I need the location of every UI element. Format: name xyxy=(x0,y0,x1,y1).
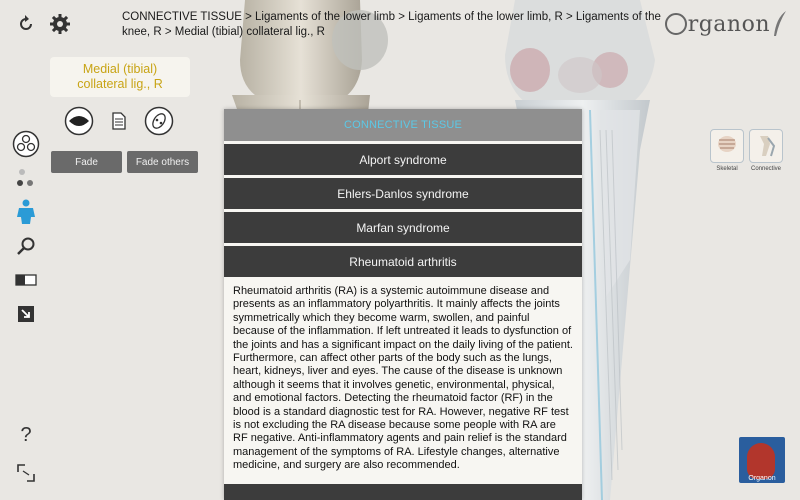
left-sidebar xyxy=(12,130,40,334)
export-icon xyxy=(16,304,36,324)
panel-footer-button[interactable] xyxy=(224,484,582,500)
structure-name-line1: Medial (tibial) xyxy=(82,62,158,76)
toggle-icon xyxy=(15,273,37,287)
help-button[interactable]: ? xyxy=(20,423,32,446)
export-button[interactable] xyxy=(12,300,40,328)
selected-structure-label[interactable] xyxy=(50,57,190,97)
bacteria-icon xyxy=(144,106,174,136)
fade-button[interactable]: Fade xyxy=(51,151,122,173)
body-view-button[interactable] xyxy=(12,198,40,226)
reset-icon[interactable] xyxy=(14,12,38,36)
view-structure-button[interactable] xyxy=(64,106,94,136)
disease-description: Rheumatoid arthritis (RA) is a systemic autoimmune disease and presents as an inflammatory polyarthritis. It mainly affects the joints symmetrically which they become warm, swollen, and painful because of the inflammation. If left untreated it leads to dysfunction of the joints and has a significant impact on the daily living of the patient. Furthermore, can affect other parts of the body such as the lungs, heart, kidneys, liver and eyes. The cause of the disease is unknown although it seems that it involves genetic, environmental, physical, and emotional factors. Detecting the rheumatoid factor (RF) in the blood is a standard diagnostic test for RA. However, negative RF test is not excluding the RA disease because some people with RA are RF negative. Anti-inflammatory agents and pain relief is the standard management of the symptoms of RA. Lifestyle changes, alternative medicine, and surgery are also recommended. xyxy=(233,285,573,472)
thumbnail-caption: Connective xyxy=(750,166,782,172)
panel-header: CONNECTIVE TISSUE xyxy=(224,109,582,141)
gear-icon[interactable] xyxy=(48,12,72,36)
knee-icon xyxy=(749,129,783,163)
fade-controls xyxy=(51,151,198,173)
logo-text: rganon xyxy=(687,11,770,37)
breadcrumb[interactable]: CONNECTIVE TISSUE > Ligaments of the lower limb > Ligaments of the lower limb, R > Ligaments of the knee, R > Medial (tibial) collateral lig., R xyxy=(122,11,661,38)
bottom-left-controls xyxy=(14,410,38,486)
disease-item-marfan[interactable]: Marfan syndrome xyxy=(224,212,582,243)
info-document-button[interactable] xyxy=(112,112,126,130)
search-icon xyxy=(16,236,36,256)
fullscreen-button[interactable] xyxy=(14,460,38,486)
skeleton-icon xyxy=(710,129,744,163)
toggle-button[interactable] xyxy=(12,266,40,294)
organon-app-icon[interactable] xyxy=(739,437,785,483)
expand-icon xyxy=(16,463,36,483)
human-body-icon xyxy=(15,199,37,225)
structure-name-line2: collateral lig., R xyxy=(77,77,163,91)
layers-button[interactable] xyxy=(12,130,40,158)
thumbnail-connective[interactable] xyxy=(749,129,783,172)
thumbnail-skeletal[interactable] xyxy=(710,129,744,172)
system-thumbnails xyxy=(710,129,783,172)
disease-item-rheumatoid-arthritis[interactable]: Rheumatoid arthritis xyxy=(224,246,582,277)
systems-icon xyxy=(12,130,40,158)
fade-others-button[interactable]: Fade others xyxy=(127,151,198,173)
face-icon xyxy=(747,443,775,479)
eye-icon xyxy=(64,106,94,136)
organon-logo xyxy=(665,10,788,38)
thumbnail-caption: Skeletal xyxy=(716,166,738,172)
top-toolbar xyxy=(14,12,72,36)
quill-icon xyxy=(770,10,788,38)
logo-o-icon xyxy=(665,13,687,35)
structure-tools xyxy=(64,106,174,136)
dots-button[interactable] xyxy=(12,164,40,192)
dots-icon xyxy=(15,167,37,189)
disease-button[interactable] xyxy=(144,106,174,136)
avatar-brand: Organon xyxy=(748,475,776,482)
disease-item-ehlers-danlos[interactable]: Ehlers-Danlos syndrome xyxy=(224,178,582,209)
disease-panel xyxy=(224,109,582,500)
disease-item-alport[interactable]: Alport syndrome xyxy=(224,144,582,175)
document-icon xyxy=(112,112,126,130)
search-button[interactable] xyxy=(12,232,40,260)
